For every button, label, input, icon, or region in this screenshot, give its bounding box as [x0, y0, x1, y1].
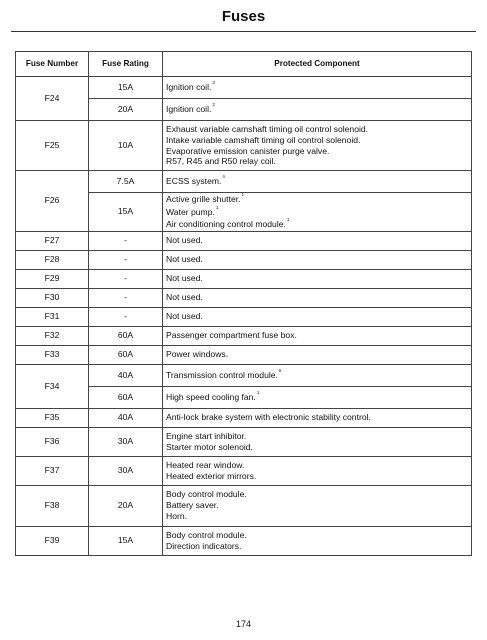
component-text: Heated rear window. — [166, 459, 245, 470]
component-line — [166, 273, 469, 284]
component-line — [166, 218, 469, 231]
component-text: Power windows. — [166, 349, 229, 360]
table-row — [16, 231, 472, 250]
protected-component-cell — [163, 364, 472, 386]
component-text: ECSS system. — [166, 176, 222, 187]
component-line — [166, 104, 469, 115]
fuse-rating-cell: 30A — [89, 456, 163, 485]
component-line — [166, 471, 469, 482]
component-text: Direction indicators. — [166, 540, 242, 551]
table-row — [16, 250, 472, 269]
fuse-rating-cell: 40A — [89, 408, 163, 427]
header-fuse-number: Fuse Number — [16, 52, 89, 77]
protected-component-cell — [163, 386, 472, 408]
component-line — [166, 367, 469, 381]
component-text: Not used. — [166, 254, 203, 265]
component-line — [166, 412, 469, 423]
footnote-marker: 1 — [256, 389, 260, 395]
fuse-rating-cell: - — [89, 269, 163, 288]
component-text: Anti-lock brake system with electronic stability control. — [166, 412, 371, 423]
component-text: Exhaust variable camshaft timing oil control solenoid. — [166, 123, 369, 134]
protected-component-cell — [163, 408, 472, 427]
table-row — [16, 485, 472, 526]
fuse-number-cell: F31 — [16, 307, 89, 326]
fuse-rating-cell: - — [89, 250, 163, 269]
protected-component-cell — [163, 193, 472, 232]
protected-component-cell — [163, 269, 472, 288]
component-line — [166, 206, 469, 219]
protected-component-cell — [163, 171, 472, 193]
protected-component-cell — [163, 99, 472, 121]
fuse-rating-cell: 15A — [89, 193, 163, 232]
fuse-rating-cell: - — [89, 231, 163, 250]
page-number: 174 — [235, 619, 252, 629]
protected-component-cell — [163, 456, 472, 485]
table-row — [16, 408, 472, 427]
component-text: Not used. — [166, 311, 203, 322]
component-text: Not used. — [166, 235, 203, 246]
component-line — [166, 330, 469, 341]
component-line — [166, 389, 469, 403]
fuse-number-cell: F38 — [16, 485, 89, 526]
fuse-rating-cell: - — [89, 307, 163, 326]
table-row — [16, 288, 472, 307]
component-text: Ignition coil. — [166, 104, 212, 115]
component-text: Starter motor solenoid. — [166, 441, 253, 452]
footnote-marker: 4 — [222, 174, 225, 180]
footnote-marker: 3 — [212, 80, 215, 86]
protected-component-cell — [163, 288, 472, 307]
component-text: Engine start inhibitor. — [166, 430, 247, 441]
footnote-marker: 2 — [212, 102, 215, 108]
header-fuse-rating: Fuse Rating — [89, 52, 163, 77]
component-line — [166, 135, 469, 146]
component-text: Horn. — [166, 510, 188, 521]
table-row — [16, 326, 472, 345]
table-row — [16, 456, 472, 485]
footnote-marker: 1 — [241, 192, 245, 197]
component-line — [166, 511, 469, 522]
component-text: Intake variable camshaft timing oil control solenoid. — [166, 134, 361, 145]
component-line — [166, 254, 469, 265]
component-line — [166, 193, 469, 206]
fuse-rating-cell: 60A — [89, 345, 163, 364]
protected-component-cell — [163, 231, 472, 250]
component-line — [166, 530, 469, 541]
fuse-rating-cell: 15A — [89, 526, 163, 555]
component-text: Air conditioning control module. — [166, 219, 286, 229]
protected-component-cell — [163, 307, 472, 326]
page-title: Fuses — [221, 8, 266, 25]
fuse-number-cell: F33 — [16, 345, 89, 364]
header-protected-component: Protected Component — [163, 52, 472, 77]
component-text: Battery saver. — [166, 500, 219, 511]
fuse-rating-cell: - — [89, 288, 163, 307]
component-text: Passenger compartment fuse box. — [166, 330, 297, 341]
protected-component-cell — [163, 526, 472, 555]
table-row — [16, 345, 472, 364]
component-line — [166, 349, 469, 360]
component-text: Heated exterior mirrors. — [166, 470, 257, 481]
fuse-rating-cell: 60A — [89, 386, 163, 408]
component-text: Water pump. — [166, 206, 215, 217]
protected-component-cell — [163, 427, 472, 456]
fuse-number-cell: F39 — [16, 526, 89, 555]
fuse-number-cell: F29 — [16, 269, 89, 288]
component-line — [166, 541, 469, 552]
table-row — [16, 77, 472, 99]
component-text: R57, R45 and R50 relay coil. — [166, 156, 276, 167]
protected-component-cell — [163, 250, 472, 269]
component-line — [166, 460, 469, 471]
protected-component-cell — [163, 345, 472, 364]
component-text: Ignition coil. — [166, 82, 212, 93]
component-line — [166, 431, 469, 442]
component-line — [166, 442, 469, 453]
fuse-number-cell: F34 — [16, 364, 89, 408]
footnote-marker: 6 — [278, 367, 282, 373]
protected-component-cell — [163, 485, 472, 526]
component-text: High speed cooling fan. — [166, 391, 256, 402]
fuse-table — [15, 51, 472, 556]
title-divider — [11, 31, 476, 32]
fuse-rating-cell: 20A — [89, 485, 163, 526]
fuse-number-cell: F37 — [16, 456, 89, 485]
fuse-number-cell: F28 — [16, 250, 89, 269]
component-text: Not used. — [166, 273, 203, 284]
fuse-number-cell: F35 — [16, 408, 89, 427]
component-line — [166, 292, 469, 303]
protected-component-cell — [163, 121, 472, 171]
fuse-rating-cell: 20A — [89, 99, 163, 121]
fuse-number-cell: F24 — [16, 77, 89, 121]
table-row — [16, 307, 472, 326]
component-line — [166, 500, 469, 511]
fuse-number-cell: F36 — [16, 427, 89, 456]
component-text: Evaporative emission canister purge valve. — [166, 145, 330, 156]
fuse-rating-cell: 30A — [89, 427, 163, 456]
component-text: Transmission control module. — [166, 369, 278, 380]
component-text: Active grille shutter. — [166, 194, 241, 204]
fuse-rating-cell: 60A — [89, 326, 163, 345]
table-row — [16, 121, 472, 171]
component-line — [166, 235, 469, 246]
fuse-rating-cell: 10A — [89, 121, 163, 171]
fuse-rating-cell: 15A — [89, 77, 163, 99]
component-line — [166, 146, 469, 157]
protected-component-cell — [163, 77, 472, 99]
table-row — [16, 526, 472, 555]
component-line — [166, 311, 469, 322]
fuse-number-cell: F25 — [16, 121, 89, 171]
protected-component-cell — [163, 326, 472, 345]
component-line — [166, 176, 469, 187]
fuse-number-cell: F26 — [16, 171, 89, 232]
component-text: Body control module. — [166, 529, 247, 540]
footnote-marker: 1 — [215, 204, 219, 210]
fuse-rating-cell: 40A — [89, 364, 163, 386]
table-row — [16, 269, 472, 288]
component-line — [166, 124, 469, 135]
table-header-row — [16, 52, 472, 77]
footnote-marker: 1 — [286, 217, 290, 222]
table-row — [16, 171, 472, 193]
table-row — [16, 427, 472, 456]
fuse-rating-cell: 7.5A — [89, 171, 163, 193]
table-row — [16, 364, 472, 386]
component-text: Not used. — [166, 292, 203, 303]
component-text: Body control module. — [166, 489, 247, 500]
fuse-number-cell: F32 — [16, 326, 89, 345]
component-line — [166, 156, 469, 167]
component-line — [166, 82, 469, 93]
fuse-number-cell: F27 — [16, 231, 89, 250]
fuse-number-cell: F30 — [16, 288, 89, 307]
fuse-table-body — [16, 77, 472, 556]
component-line — [166, 489, 469, 500]
